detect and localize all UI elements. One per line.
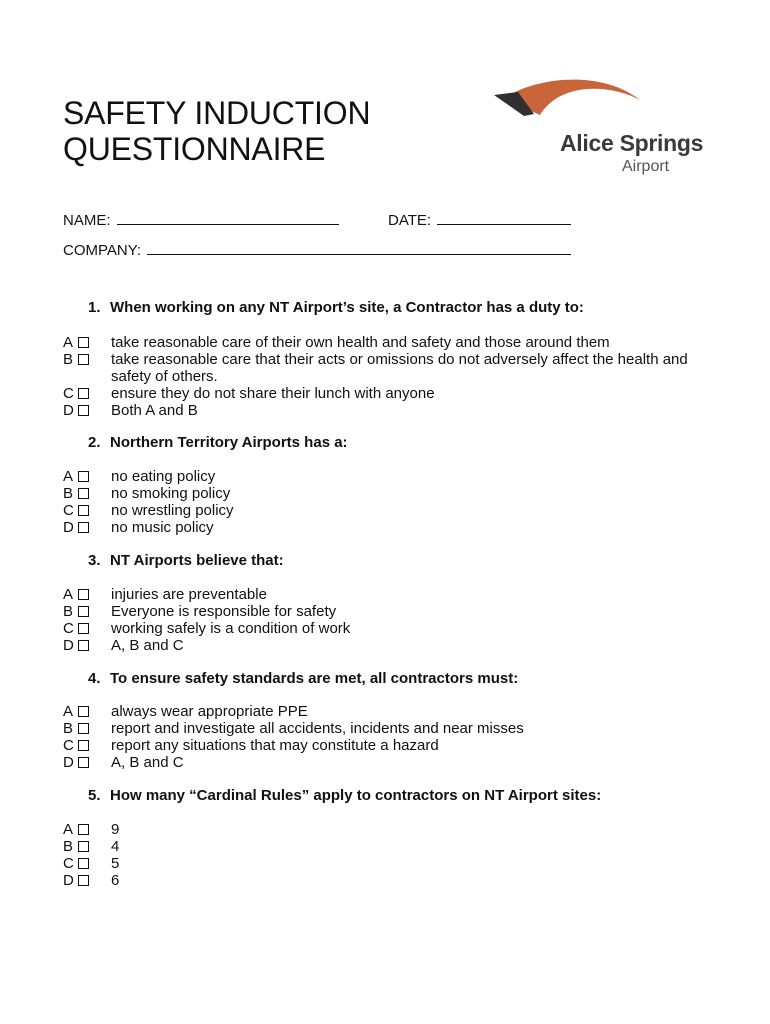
option-letter: A bbox=[63, 586, 74, 603]
option-row bbox=[63, 855, 723, 872]
question-4 bbox=[88, 670, 518, 687]
question-number: 5. bbox=[88, 787, 101, 804]
option-text: no eating policy bbox=[111, 468, 216, 485]
swoosh-icon bbox=[490, 70, 730, 180]
company-label: COMPANY: bbox=[63, 242, 142, 259]
option-letter: D bbox=[63, 402, 74, 419]
page-title bbox=[63, 95, 370, 167]
option-letter: C bbox=[63, 502, 74, 519]
question-1-options bbox=[63, 334, 723, 419]
question-number: 3. bbox=[88, 552, 101, 569]
company-field-row bbox=[63, 240, 571, 259]
option-letter: D bbox=[63, 754, 74, 771]
option-text: A, B and C bbox=[111, 754, 184, 771]
question-3 bbox=[88, 552, 284, 569]
option-letter: B bbox=[63, 351, 74, 368]
option-letter: A bbox=[63, 703, 74, 720]
option-text: injuries are preventable bbox=[111, 586, 267, 603]
question-text: Northern Territory Airports has a: bbox=[110, 434, 348, 451]
option-row bbox=[63, 402, 723, 419]
option-text: take reasonable care of their own health and safety and those around them bbox=[111, 334, 610, 351]
question-text: To ensure safety standards are met, all contractors must: bbox=[110, 670, 519, 687]
question-2 bbox=[88, 434, 348, 451]
option-row bbox=[63, 351, 723, 385]
option-letter: C bbox=[63, 620, 74, 637]
option-row bbox=[63, 838, 723, 855]
checkbox[interactable] bbox=[78, 354, 89, 365]
checkbox[interactable] bbox=[78, 875, 89, 886]
option-text: no music policy bbox=[111, 519, 214, 536]
option-text: 6 bbox=[111, 872, 120, 889]
option-letter: A bbox=[63, 821, 74, 838]
question-number: 2. bbox=[88, 434, 101, 451]
question-5-options bbox=[63, 821, 723, 889]
question-3-options bbox=[63, 586, 723, 654]
option-row bbox=[63, 737, 723, 754]
checkbox[interactable] bbox=[78, 706, 89, 717]
checkbox[interactable] bbox=[78, 841, 89, 852]
checkbox[interactable] bbox=[78, 471, 89, 482]
option-letter: A bbox=[63, 334, 74, 351]
title-line-2: QUESTIONNAIRE bbox=[63, 131, 326, 167]
checkbox[interactable] bbox=[78, 505, 89, 516]
option-letter: B bbox=[63, 720, 74, 737]
option-text: working safely is a condition of work bbox=[111, 620, 351, 637]
checkbox[interactable] bbox=[78, 858, 89, 869]
option-row bbox=[63, 754, 723, 771]
option-text: 9 bbox=[111, 821, 120, 838]
option-text: ensure they do not share their lunch with anyone bbox=[111, 385, 435, 402]
option-row bbox=[63, 485, 723, 502]
option-row bbox=[63, 637, 723, 654]
checkbox[interactable] bbox=[78, 824, 89, 835]
question-5 bbox=[88, 787, 601, 804]
option-letter: A bbox=[63, 468, 74, 485]
question-4-options bbox=[63, 703, 723, 771]
option-row bbox=[63, 519, 723, 536]
name-label: NAME: bbox=[63, 212, 111, 229]
option-letter: B bbox=[63, 485, 74, 502]
option-row bbox=[63, 872, 723, 889]
title-line-1: SAFETY INDUCTION bbox=[63, 95, 371, 131]
checkbox[interactable] bbox=[78, 740, 89, 751]
date-label: DATE: bbox=[388, 212, 432, 229]
logo-subtitle: Airport bbox=[622, 158, 670, 175]
question-number: 1. bbox=[88, 299, 101, 316]
question-text: How many “Cardinal Rules” apply to contractors on NT Airport sites: bbox=[110, 787, 602, 804]
question-1 bbox=[88, 299, 584, 316]
option-text: Everyone is responsible for safety bbox=[111, 603, 337, 620]
checkbox[interactable] bbox=[78, 337, 89, 348]
checkbox[interactable] bbox=[78, 640, 89, 651]
checkbox[interactable] bbox=[78, 757, 89, 768]
option-row bbox=[63, 334, 723, 351]
name-field-row bbox=[63, 210, 339, 229]
option-text: no wrestling policy bbox=[111, 502, 234, 519]
option-row bbox=[63, 468, 723, 485]
option-text: always wear appropriate PPE bbox=[111, 703, 308, 720]
option-row bbox=[63, 720, 723, 737]
question-2-options bbox=[63, 468, 723, 536]
option-letter: D bbox=[63, 519, 74, 536]
option-letter: C bbox=[63, 385, 74, 402]
option-text: report any situations that may constitute a hazard bbox=[111, 737, 439, 754]
date-field-row bbox=[388, 210, 571, 229]
name-input-line[interactable] bbox=[117, 210, 339, 225]
checkbox[interactable] bbox=[78, 723, 89, 734]
option-letter: B bbox=[63, 838, 74, 855]
option-letter: D bbox=[63, 637, 74, 654]
option-row bbox=[63, 603, 723, 620]
option-text: Both A and B bbox=[111, 402, 198, 419]
checkbox[interactable] bbox=[78, 606, 89, 617]
option-text: report and investigate all accidents, incidents and near misses bbox=[111, 720, 524, 737]
company-input-line[interactable] bbox=[147, 240, 571, 255]
checkbox[interactable] bbox=[78, 522, 89, 533]
option-text: 4 bbox=[111, 838, 120, 855]
checkbox[interactable] bbox=[78, 388, 89, 399]
checkbox[interactable] bbox=[78, 488, 89, 499]
option-letter: C bbox=[63, 737, 74, 754]
airport-logo bbox=[490, 70, 730, 180]
option-row bbox=[63, 620, 723, 637]
option-letter: D bbox=[63, 872, 74, 889]
option-text: A, B and C bbox=[111, 637, 184, 654]
checkbox[interactable] bbox=[78, 623, 89, 634]
option-row bbox=[63, 586, 723, 603]
question-text: NT Airports believe that: bbox=[110, 552, 284, 569]
option-row bbox=[63, 821, 723, 838]
option-letter: B bbox=[63, 603, 74, 620]
option-row bbox=[63, 703, 723, 720]
option-letter: C bbox=[63, 855, 74, 872]
option-row bbox=[63, 502, 723, 519]
date-input-line[interactable] bbox=[437, 210, 571, 225]
logo-name: Alice Springs bbox=[560, 130, 704, 156]
question-number: 4. bbox=[88, 670, 101, 687]
option-text: take reasonable care that their acts or omissions do not adversely affect the health and safety of others. bbox=[111, 351, 688, 385]
option-text: no smoking policy bbox=[111, 485, 231, 502]
checkbox[interactable] bbox=[78, 589, 89, 600]
question-text: When working on any NT Airport’s site, a Contractor has a duty to: bbox=[110, 299, 584, 316]
option-row bbox=[63, 385, 723, 402]
checkbox[interactable] bbox=[78, 405, 89, 416]
option-text: 5 bbox=[111, 855, 120, 872]
